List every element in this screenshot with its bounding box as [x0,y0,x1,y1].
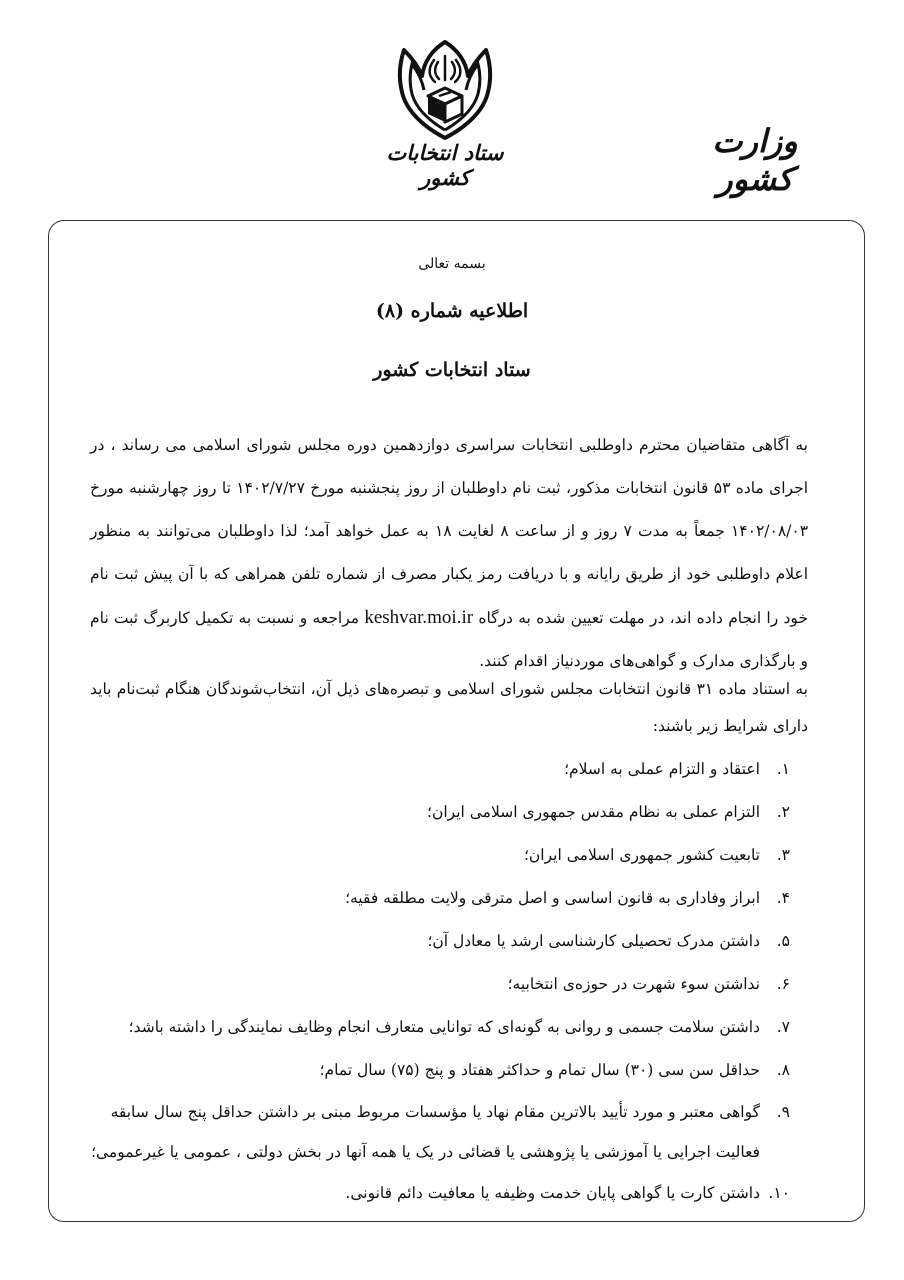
condition-text: تابعیت کشور جمهوری اسلامی ایران؛ [524,846,760,864]
paragraph-text-start: به آگاهی متقاضیان محترم داوطلبی انتخابات سراسری دوازدهمین دوره مجلس شورای اسلامی می رساند ، در اجرای ماده ۵۳ قانون انتخابات مذکور، ثبت نام داوطلبان از روز پنجشنبه مورخ ۱۴۰۲/۷/۲۷ تا روز چهارشنبه مورخ ۱۴۰۲/۰۸/۰۳ جمعاً به مدت ۷ روز و از ساعت ۸ لغایت ۱۸ به عمل خواهد آمد؛ لذا داوطلبان می‌توانند به منظور اعلام داوطلبی خود از طریق رایانه و با دریافت رمز یکبار مصرف از شماره تلفن همراهی که با آن پیش ثبت نام خود را انجام داده اند، در مهلت تعیین شده به درگاه [90,436,809,627]
condition-text: داشتن مدرک تحصیلی کارشناسی ارشد یا معادل آن؛ [427,932,760,950]
notice-title: اطلاعیه شماره (۸) [375,300,529,322]
condition-item [90,791,790,834]
condition-number: ۷. [776,1018,790,1036]
condition-number: ۱. [776,760,790,778]
condition-item [90,1172,790,1215]
condition-item [90,748,790,791]
condition-text: گواهی معتبر و مورد تأیید بالاترین مقام نهاد یا مؤسسات مربوط مبنی بر داشتن حداقل پنج سال سابقه فعالیت اجرایی یا آموزشی یا پژوهشی یا قضائی در یک یا همه آنها در بخش دولتی ، عمومی یا غیرعمومی؛ [91,1103,760,1161]
organization-title: ستاد انتخابات کشور [373,359,531,381]
letterhead [0,0,904,215]
condition-number: ۶. [776,975,790,993]
conditions-list [90,748,790,1215]
condition-item [90,834,790,877]
condition-text: نداشتن سوء شهرت در حوزه‌ی انتخابیه؛ [507,975,760,993]
election-headquarters-emblem-icon [392,40,498,140]
ministry-label: وزارت کشور [712,122,798,198]
salutation: بسمه تعالی [418,256,486,272]
condition-item [90,1092,790,1172]
announcement-paragraph [90,424,808,683]
condition-number: ۱۰. [768,1184,790,1202]
condition-item [90,963,790,1006]
conditions-intro-paragraph: به استناد ماده ۳۱ قانون انتخابات مجلس شورای اسلامی و تبصره‌های ذیل آن، انتخاب‌شوندگان هنگام ثبت‌نام باید دارای شرایط زیر باشند: [90,680,808,735]
condition-number: ۸. [776,1061,790,1079]
condition-text: اعتقاد و التزام عملی به اسلام؛ [564,760,760,778]
portal-link[interactable]: keshvar.moi.ir [364,607,474,628]
condition-text: التزام عملی به نظام مقدس جمهوری اسلامی ایران؛ [427,803,760,821]
condition-item [90,1006,790,1049]
staff-label: ستاد انتخابات کشور [386,140,504,190]
condition-text: ابراز وفاداری به قانون اساسی و اصل مترقی ولایت مطلقه فقیه؛ [345,889,760,907]
condition-number: ۳. [776,846,790,864]
condition-item [90,920,790,963]
condition-number: ۵. [776,932,790,950]
condition-text: حداقل سن سی (۳۰) سال تمام و حداکثر هفتاد و پنج (۷۵) سال تمام؛ [319,1061,760,1079]
condition-number: ۴. [776,889,790,907]
condition-item [90,877,790,920]
condition-number: ۲. [776,803,790,821]
paragraph-text-end: مراجعه و نسبت به تکمیل کاربرگ ثبت نام و بارگذاری مدارک و گواهی‌های موردنیاز اقدام کنند. [90,609,808,670]
condition-text: داشتن سلامت جسمی و روانی به گونه‌ای که توانایی متعارف انجام وظایف نمایندگی را داشته باشد؛ [128,1018,760,1036]
condition-item [90,1049,790,1092]
condition-number: ۹. [776,1103,790,1121]
condition-text: داشتن کارت یا گواهی پایان خدمت وظیفه یا معافیت دائم قانونی. [345,1184,760,1202]
